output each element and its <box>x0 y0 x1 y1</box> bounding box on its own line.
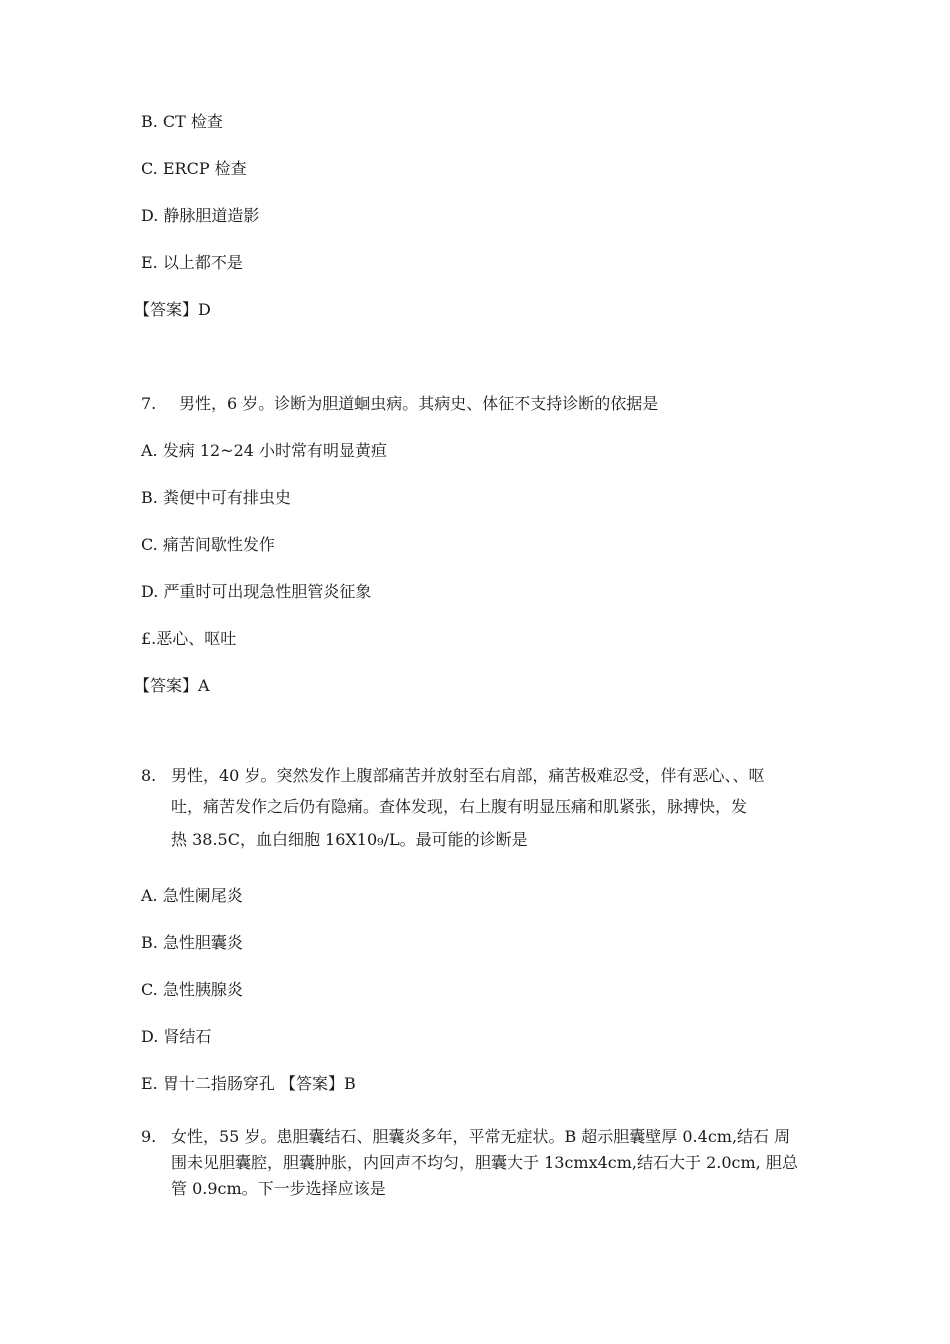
q6-option-e: E. 以上都不是 <box>141 253 243 272</box>
q7-option-b: B. 粪便中可有排虫史 <box>141 488 291 507</box>
q9-stem-line-3: 管 0.9cm。下一步选择应该是 <box>171 1179 386 1198</box>
q8-option-a: A. 急性阑尾炎 <box>141 886 243 905</box>
q9-stem-line-2: 围未见胆囊腔，胆囊肿胀，内回声不均匀，胆囊大于 13cmx4cm,结石大于 2.0cm, 胆总 <box>171 1153 798 1172</box>
q8-option-c: C. 急性胰腺炎 <box>141 980 243 999</box>
q8-option-e-answer: E. 胃十二指肠穿孔 【答案】B <box>141 1074 356 1093</box>
q6-answer: 【答案】D <box>134 300 211 319</box>
q7-stem <box>141 394 658 414</box>
q8-stem-line-1 <box>141 766 764 786</box>
q8-stem-line-2: 吐，痛苦发作之后仍有隐痛。查体发现，右上腹有明显压痛和肌紧张，脉搏快，发 <box>171 797 748 816</box>
q7-stem-text: 男性，6 岁。诊断为胆道蛔虫病。其病史、体征不支持诊断的依据是 <box>179 394 659 413</box>
q6-option-d: D. 静脉胆道造影 <box>141 206 260 225</box>
q8-number: 8. <box>141 766 157 785</box>
q7-answer: 【答案】A <box>134 676 210 695</box>
q6-option-c: C. ERCP 检查 <box>141 159 247 178</box>
q8-option-d: D. 肾结石 <box>141 1027 212 1046</box>
q9-number: 9. <box>141 1127 157 1146</box>
q7-option-a: A. 发病 12~24 小时常有明显黄疸 <box>141 441 388 460</box>
q8-stem-line-3: 热 38.5C，血白细胞 16X10₉/L。最可能的诊断是 <box>171 830 528 849</box>
q9-stem-line-1 <box>141 1127 790 1147</box>
q7-option-c: C. 痛苦间歇性发作 <box>141 535 275 554</box>
q8-stem-text-1: 男性，40 岁。突然发作上腹部痛苦并放射至右肩部，痛苦极难忍受，伴有恶心、、呕 <box>171 766 765 785</box>
q7-option-d: D. 严重时可出现急性胆管炎征象 <box>141 582 372 601</box>
q8-option-b: B. 急性胆囊炎 <box>141 933 243 952</box>
q6-option-b: B. CT 检查 <box>141 112 223 131</box>
q9-stem-text-1: 女性，55 岁。患胆囊结石、胆囊炎多年，平常无症状。B 超示胆囊壁厚 0.4cm,结石 周 <box>171 1127 791 1146</box>
q7-number: 7. <box>141 394 157 413</box>
q7-option-e: £.恶心、呕吐 <box>141 629 237 648</box>
